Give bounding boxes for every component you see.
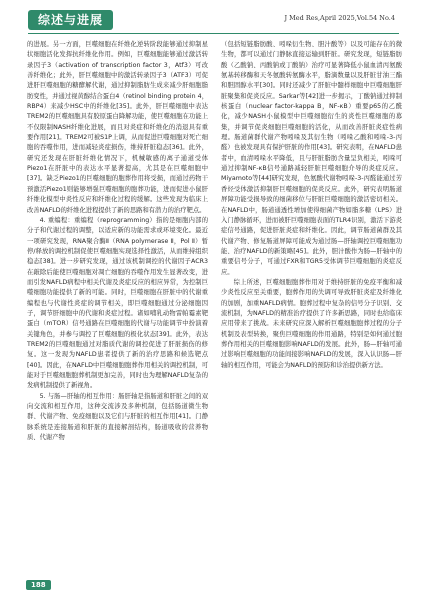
- header-rule: [28, 33, 399, 34]
- page-number: 188: [26, 580, 51, 590]
- paragraph: 的进展。另一方面，巨噬细胞在纤维化逆转阶段能够通过抑制星状细胞活化发挥抗纤维化作用。例如，巨噬细胞能够通过激活转录因子3（activation of transcription factor 3，Atf3）可改善纤维化；此外，肝巨噬细胞中的激活转录因子3（ATF3）可促进肝巨噬细胞的糖酵解代谢，通过抑制脂肪生成来减少肝细胞脂肪变性，并通过视黄醇结合蛋白4（retinol binding protein 4，RBP4）来减少HSC中的纤维化[35]。此外，肝巨噬细胞中表达TREM2的巨噬细胞具有胶原蛋白降解功能，使巨噬细胞在功能上不仅限制NASH纤维化进展，而且对炎症和纤维化的消退具有重要作用[21]。TREM2可被S1P上调，从而促进巨噬细胞对死亡细胞的吞噬作用，进而减轻炎症损伤，维持肝脏稳态[36]。此外，研究还发现在肝脏纤维化情况下，机械敏感的离子通道受体Piezo1在肝脏中的表达水平显著提高，尤其是在巨噬细胞中[37]。缺乏Piezo1的巨噬细胞的胞葬作用将受损，而通过药物干预激活Piezo1则能够增强巨噬细胞的胞葬功能，进而促进小鼠肝纤维化模型中炎性反应和纤维化过程的缓解。这些发现为临床上改善NAFLD的纤维化进程提供了新的思路和有潜力的治疗靶点。: [27, 41, 208, 214]
- left-column: [27, 40, 208, 443]
- paragraph: 5. 与肠—肝轴的相互作用：肠肝轴是指肠道和肝脏之间的双向交流和相互作用，这种交流涉及多种机制，包括肠道微生物群、代谢产物、免疫细胞以及它们与肝脏的相互作用[41]。门静脉系统是连接肠道和肝脏的直接解剖结构，肠道吸收的营养物质、代谢产物: [27, 392, 208, 442]
- paragraph: （包括短链脂肪酸、吲哚衍生物、胆汁酸等）以及可能存在的微生物，都可以通过门静脉直接运输到肝脏。研究发现，短链脂肪酸（乙酸钠、丙酸钠或丁酸钠）治疗可显著降低小鼠血清丙氨酸氨基转移酶和天冬氨酸转氨酶水平，脂滴数量以及肝脏甘油三酯和胆固醇水平[30]。同时还减少了肝脏中髓样细胞中巨噬细胞肝脏聚集和促炎反应。Sarkar等[42]进一步揭示，丁酸钠通过抑制核蛋白（nuclear factor-kappa B，NF-κB）重要p65的乙酰化，减少NASH小鼠模型中巨噬细胞衍生的炎性巨噬细胞的募集，并调节促炎细胞巨噬细胞的活化，从而改善肝脏炎症性病理。肠道菌群代谢产物吲哚及其衍生物（吲哚乙酸和吲哚-3-丙醛）也被发现具有保护肝脏的作用[43]。研究表明，在NAFLD患者中，血清吲哚水平降低，且与肝脏脂肪含量呈负相关，吲哚可通过抑制NF-κB信号通路减轻肝脏巨噬细胞介导的炎症反应。Miyamoto等[44]研究发现，色氨酸代谢物吲哚-3-丙醛能通过芳香烃受体激活抑制肝巨噬细胞的促炎反应。此外，研究表明肠道屏障功能受损导致的细菌移位与肝脏巨噬细胞的激活密切相关。在NAFLD中，肠道通透性增加使得细菌产物如脂多糖（LPS）进入门静脉循环，进而被肝巨噬细胞表面的TLR4识别，激活下游炎症信号通路，促进肝脏炎症和纤维化。因此，调节肠道菌群及其代谢产物、修复肠道屏障可能成为通过肠—肝轴调控巨噬细胞功能、治疗NAFLD的新策略[45]。此外，胆汁酸作为肠—肝轴中的重要信号分子，可通过FXR和TGR5受体调节巨噬细胞的炎症反应。: [221, 41, 402, 276]
- journal-info: J Med Res,April 2025,Vol.54 No.4: [284, 14, 395, 22]
- paragraph: 综上所述，巨噬细胞胞葬作用对于维持肝脏的免疫平衡和减少炎性反应至关重要，胞葬作用的失调可导致肝脏炎症及纤维化的加剧，加重NAFLD病情。胞葬过程中复杂的信号分子识别、交流机制，为NAFLD的精准治疗提供了许多新思路，同时也给临床应用带来了挑战。未来研究应深入解析巨噬细胞胞葬过程的分子机制及表型转换，聚焦巨噬细胞的作用通路，特别是如何通过胞葬作用相关的巨噬细胞影响NAFLD的发展。此外，肠—肝轴可通过影响巨噬细胞的功能间接影响NAFLD的发展，深入认识肠—肝轴的相互作用，可能会为NAFLD的预防和诊治提供新方法。: [221, 278, 402, 369]
- right-column: [221, 40, 402, 371]
- page-header: [0, 0, 427, 34]
- section-badge: 综述与进展: [28, 10, 113, 30]
- paragraph: 4. 重编程：重编程（reprogramming）指的是细胞内部的分子和代谢过程的调整，以适应新的功能需求或环境变化。最近一项研究发现，RNA聚合酶Ⅱ（RNA polymerase Ⅱ，Pol Ⅱ）暂停/释放的调控机制促使巨噬细胞实现选择性激活，从而维持组织稳态[38]。进一步研究发现，通过该机制调控的代谢因子ACR3在敲除后能使巨噬细胞对凋亡细胞的吞噬作用发生显著改变，进而引发NAFLD病程中相关代谢及炎症反应的相应异常，为控制巨噬细胞功能提供了新的可能。同时，巨噬细胞在肝脏中的代谢重编程也与代谢性炎症的调节相关，即巨噬细胞通过分泌细胞因子，调节肝细胞中的代谢和炎症过程。诸如哺乳动物雷帕霉素靶蛋白（mTOR）信号通路在巨噬细胞的代谢与功能调节中扮演着关键角色，并参与调控了巨噬细胞的极化状态[39]。此外，表达TREM2的巨噬细胞通过对脂质代谢的调控促进了肝脏损伤的修复。这一发现为NAFLD患者提供了新的治疗思路和候选靶点[40]。因此，在NAFLD中巨噬细胞胞葬作用相关的调控机制，可能对于巨噬细胞胞葬机制更加完善，同时也为理解NAFLD复杂的发病机制提供了新视角。: [27, 216, 208, 390]
